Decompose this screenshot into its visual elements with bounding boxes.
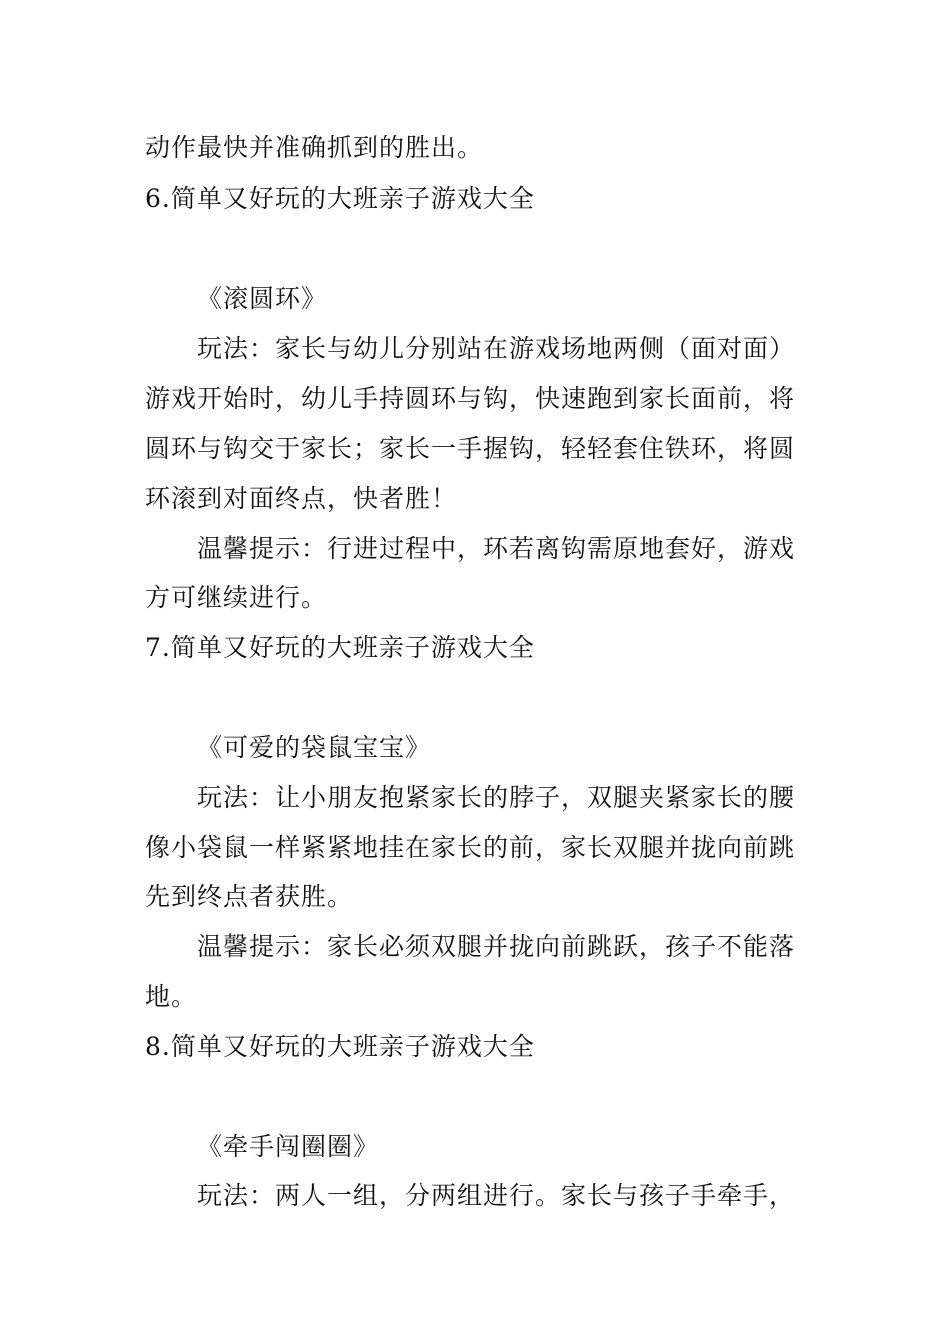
rules-line: 玩法：两人一组，分两组进行。家长与孩子手牵手， [197,1181,796,1210]
section-heading: 6.简单又好玩的大班亲子游戏大全 [145,184,535,213]
section-heading: 8.简单又好玩的大班亲子游戏大全 [145,1032,535,1061]
tip-line: 地。 [145,982,198,1011]
rules-line: 环滚到对面终点，快者胜！ [145,484,458,513]
rules-line: 玩法：家长与幼儿分别站在游戏场地两侧（面对面） [197,334,796,363]
tip-line: 方可继续进行。 [145,583,328,612]
paragraph-tail: 动作最快并准确抓到的胜出。 [145,133,484,162]
section-heading: 7.简单又好玩的大班亲子游戏大全 [145,633,535,662]
rules-line: 玩法：让小朋友抱紧家长的脖子，双腿夹紧家长的腰 [197,783,796,812]
tip-line: 温馨提示：家长必须双腿并拢向前跳跃，孩子不能落 [197,932,796,961]
game-title: 《可爱的袋鼠宝宝》 [197,733,432,762]
rules-line: 先到终点者获胜。 [145,882,354,911]
rules-line: 像小袋鼠一样紧紧地挂在家长的前，家长双腿并拢向前跳 [145,833,796,862]
game-title: 《牵手闯圈圈》 [197,1132,380,1161]
game-title: 《滚圆环》 [197,284,328,313]
tip-line: 温馨提示：行进过程中，环若离钩需原地套好，游戏 [197,534,796,563]
rules-line: 游戏开始时，幼儿手持圆环与钩，快速跑到家长面前，将 [145,384,796,413]
rules-line: 圆环与钩交于家长；家长一手握钩，轻轻套住铁环，将圆 [145,434,796,463]
